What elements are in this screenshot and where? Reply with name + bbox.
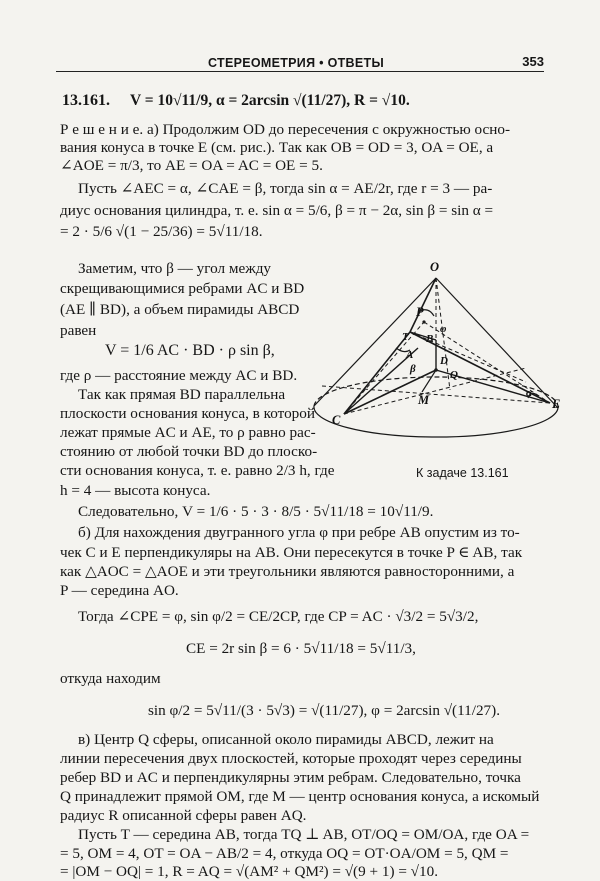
running-title: СТЕРЕОМЕТРИЯ • ОТВЕТЫ — [208, 56, 384, 70]
text-line: плоскости основания конуса, в которой — [60, 405, 315, 422]
formula-sin-phi: sin φ/2 = 5√11/(3 · 5√3) = √(11/27), φ = 2arcsin √(11/27). — [148, 702, 501, 719]
figure-caption: К задаче 13.161 — [416, 466, 509, 480]
chord-CE — [322, 386, 550, 403]
text-line: = |OM − OQ| = 1, R = AQ = √(AM² + QM²) = √(9 + 1) = √10. — [60, 863, 438, 880]
text-line: стоянию от любой точки BD до плоско- — [60, 443, 318, 460]
text-line: Пусть ∠AEC = α, ∠CAE = β, тогда sin α = AE/2r, где r = 3 — ра- — [78, 180, 493, 197]
cone-generator-right — [436, 278, 558, 408]
text-line: P — середина AO. — [60, 582, 179, 599]
text-line: чек C и E перпендикуляры на AB. Они пересекутся в точке P ∈ AB, так — [60, 544, 523, 561]
label-B: B — [426, 333, 434, 345]
page-number: 353 — [522, 54, 544, 69]
point-P-dot — [422, 320, 425, 323]
text-line: Тогда ∠CPE = φ, sin φ/2 = CE/2CP, где CP = AC · √3/2 = 5√3/2, — [78, 608, 479, 625]
text-line: Р е ш е н и е. а) Продолжим OD до пересечения с окружностью осно- — [60, 121, 511, 138]
formula-ce: CE = 2r sin β = 6 · 5√11/18 = 5√11/3, — [186, 640, 416, 657]
point-D-dot — [434, 368, 438, 372]
text-line: Следовательно, V = 1/6 · 5 · 3 · 8/5 · 5√11/18 = 10√11/9. — [78, 503, 434, 520]
label-beta: β — [410, 363, 416, 375]
text-line: Заметим, что β — угол между — [78, 260, 272, 277]
text-line: Пусть T — середина AB, тогда TQ ⊥ AB, OT/OQ = OM/OA, где OA = — [78, 826, 530, 843]
text-line: равен — [60, 322, 97, 339]
problem-number: 13.161. — [62, 92, 110, 109]
text-line: как △AOC = △AOE и эти треугольники являются равносторонними, а — [60, 563, 515, 580]
label-Q: Q — [450, 369, 458, 381]
chord-CE2 — [344, 368, 526, 414]
label-A: A — [406, 349, 414, 361]
edge-AC — [344, 332, 410, 414]
text-line: вания конуса в точке E (см. рис.). Так как OB = OD = 3, OA = OE, а — [60, 139, 494, 156]
text-line: линии пересечения двух плоскостей, которые проходят через середины — [60, 750, 522, 767]
running-header — [58, 54, 544, 72]
text-line: ∠AOE = π/3, то AE = OA = AC = OE = 5. — [60, 157, 323, 174]
formula-volume: V = 1/6 AC · BD · ρ sin β, — [105, 342, 275, 359]
text-line: Q принадлежит прямой OM, где M — центр основания конуса, а искомый — [60, 788, 540, 805]
text-line: h = 4 — высота конуса. — [60, 482, 211, 499]
text-line: диус основания цилиндра, т. е. sin α = 5/6, β = π − 2α, sin β = sin α = — [60, 202, 494, 219]
text-line: Так как прямая BD параллельна — [78, 386, 286, 403]
label-alpha: α — [526, 387, 533, 399]
label-E: E — [552, 397, 561, 411]
cone-base-back-arc — [314, 377, 558, 408]
text-line: лежат прямые AC и AE, то ρ равно рас- — [60, 424, 316, 441]
label-P: P — [416, 305, 424, 319]
label-C: C — [332, 413, 341, 427]
label-T: T — [402, 331, 409, 343]
header-rule — [56, 71, 544, 72]
text-line: сти основания конуса, т. е. равно 2/3 h, где — [60, 462, 335, 479]
label-O: O — [430, 260, 440, 274]
text-line: скрещивающимися ребрами AC и BD — [60, 280, 305, 297]
label-M: M — [418, 393, 430, 407]
label-phi: φ — [440, 323, 447, 335]
text-line: = 5, OM = 4, OT = OA − AB/2 = 4, откуда OQ = OT·OA/OM = 5, QM = — [60, 845, 509, 862]
cone-figure — [300, 258, 565, 458]
text-line: ребер BD и AC и перпендикулярны этим ребрам. Следовательно, точка — [60, 769, 521, 786]
text-line: радиус R описанной сферы равен AQ. — [60, 807, 307, 824]
problem-answer: V = 10√11/9, α = 2arcsin √(11/27), R = √10. — [130, 92, 410, 109]
text-line: = 2 · 5/6 √(1 − 25/36) = 5√11/18. — [60, 223, 263, 240]
text-line: б) Для нахождения двугранного угла φ при ребре AB опустим из то- — [78, 524, 520, 541]
text-line: (AE ∥ BD), а объем пирамиды ABCD — [60, 301, 300, 318]
text-line: в) Центр Q сферы, описанной около пирамиды ABCD, лежит на — [78, 731, 494, 748]
text-line: откуда находим — [60, 670, 161, 687]
text-line: где ρ — расстояние между AC и BD. — [60, 367, 298, 384]
label-D: D — [440, 355, 448, 367]
